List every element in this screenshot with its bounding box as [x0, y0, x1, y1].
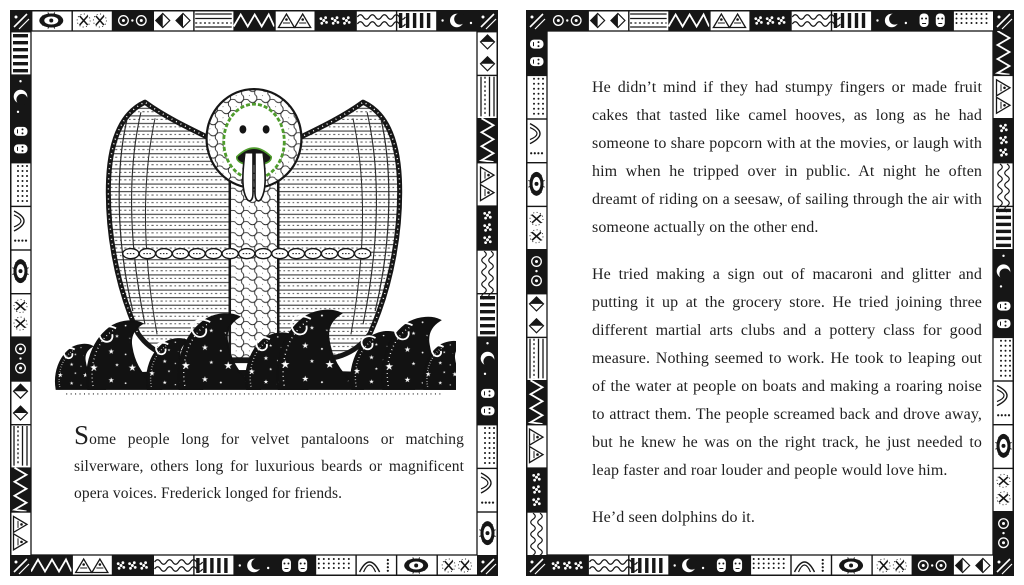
story-paragraph: He’d seen dolphins do it. — [592, 509, 755, 526]
left-eye — [239, 125, 246, 133]
caption-text: Some people long for velvet pantaloons or matching silverware, others long for luxurious beards or magnificent opera voices. Frederick longed for friends. — [74, 419, 464, 502]
left-tusk — [243, 153, 253, 201]
right-page — [526, 10, 1014, 576]
bead-belt — [123, 249, 371, 259]
story-paragraph: He didn’t mind if they had stumpy fingers or made fruit cakes that tasted like camel hooves, as long as he had someone to share popcorn with at the movies, or laugh with him when he tripped over in public. At night he often dreamt of riding on a seesaw, of sailing through the air with someone actually on the other end. — [592, 79, 982, 236]
story-text — [592, 74, 982, 551]
sea-monster-illustration — [52, 84, 456, 399]
right-tusk — [255, 153, 265, 201]
right-eye — [263, 125, 270, 133]
left-page — [10, 10, 498, 576]
story-paragraph: He tried making a sign out of macaroni and glitter and putting it up at the grocery store. He tried joining three different martial arts clubs and a pottery class for good measure. Nothing seemed to work. He took to leaping out of the water at people on boats and making a roaring noise to attract them. The people screamed back and drove away, but he knew he was on the right track, he just needed to leap faster and roar louder and people would love him. — [592, 266, 982, 479]
